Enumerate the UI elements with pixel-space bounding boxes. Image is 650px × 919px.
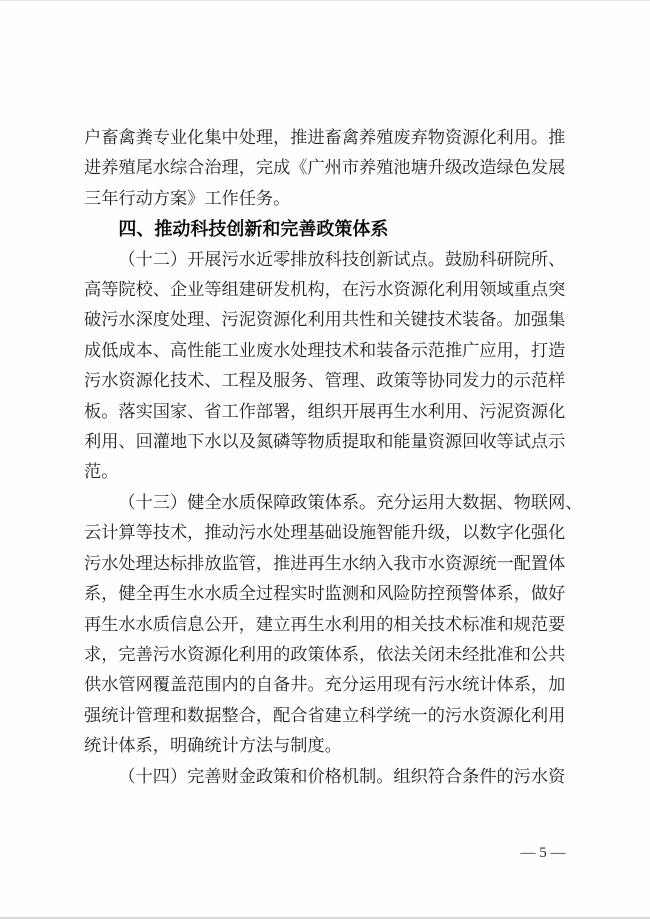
text-line: 三年行动方案》工作任务。	[84, 188, 291, 208]
text-line: 成低成本、高性能工业废水处理技术和装备示范推广应用，打造	[84, 340, 566, 360]
body-paragraph	[84, 488, 604, 762]
page-number: — 5 —	[520, 845, 566, 861]
text-line: 再生水水质信息公开，建立再生水利用的相关技术标准和规范要	[84, 614, 566, 634]
text-line: （十二）开展污水近零排放科技创新试点。鼓励科研院所、	[118, 249, 566, 269]
text-line: 求，完善污水资源化利用的政策体系，依法关闭未经批准和公共	[84, 644, 566, 664]
text-line: 范。	[84, 462, 119, 482]
text-line: 供水管网覆盖范围内的自备井。充分运用现有污水统计体系，加	[84, 675, 566, 695]
text-line: 板。落实国家、省工作部署，组织开展再生水利用、污泥资源化	[84, 401, 566, 421]
text-line: 污水处理达标排放监管，推进再生水纳入我市水资源统一配置体	[84, 553, 566, 573]
text-line: （十四）完善财金政策和价格机制。组织符合条件的污水资	[118, 766, 566, 786]
text-line: 利用、回灌地下水以及氮磷等物质提取和能量资源回收等试点示	[84, 432, 566, 452]
text-line: 污水资源化技术、工程及服务、管理、政策等协同发力的示范样	[84, 371, 566, 391]
text-line: 云计算等技术，推动污水处理基础设施智能升级，以数字化强化	[84, 523, 566, 543]
text-block	[84, 123, 604, 792]
text-line: （十三）健全水质保障政策体系。充分运用大数据、物联网、	[118, 492, 583, 512]
text-line: 系，健全再生水水质全过程实时监测和风险防控预警体系，做好	[84, 584, 566, 604]
text-line: 户畜禽粪专业化集中处理，推进畜禽养殖废弃物资源化利用。推	[84, 128, 566, 147]
text-line: 高等院校、企业等组建研发机构，在污水资源化利用领域重点突	[84, 280, 566, 300]
body-paragraph	[84, 762, 604, 792]
body-paragraph	[84, 245, 604, 488]
scan-edge-top	[0, 0, 650, 1]
text-line: 进养殖尾水综合治理，完成《广州市养殖池塘升级改造绿色发展	[84, 158, 566, 178]
text-line: 强统计管理和数据整合，配合省建立科学统一的污水资源化利用	[84, 705, 566, 725]
section-heading-paragraph	[84, 214, 604, 244]
body-paragraph	[84, 123, 604, 214]
text-line: 统计体系，明确统计方法与制度。	[84, 736, 342, 756]
text-line: 破污水深度处理、污泥资源化利用共性和关键技术装备。加强集	[84, 310, 566, 330]
section-heading: 四、推动科技创新和完善政策体系	[118, 219, 389, 240]
